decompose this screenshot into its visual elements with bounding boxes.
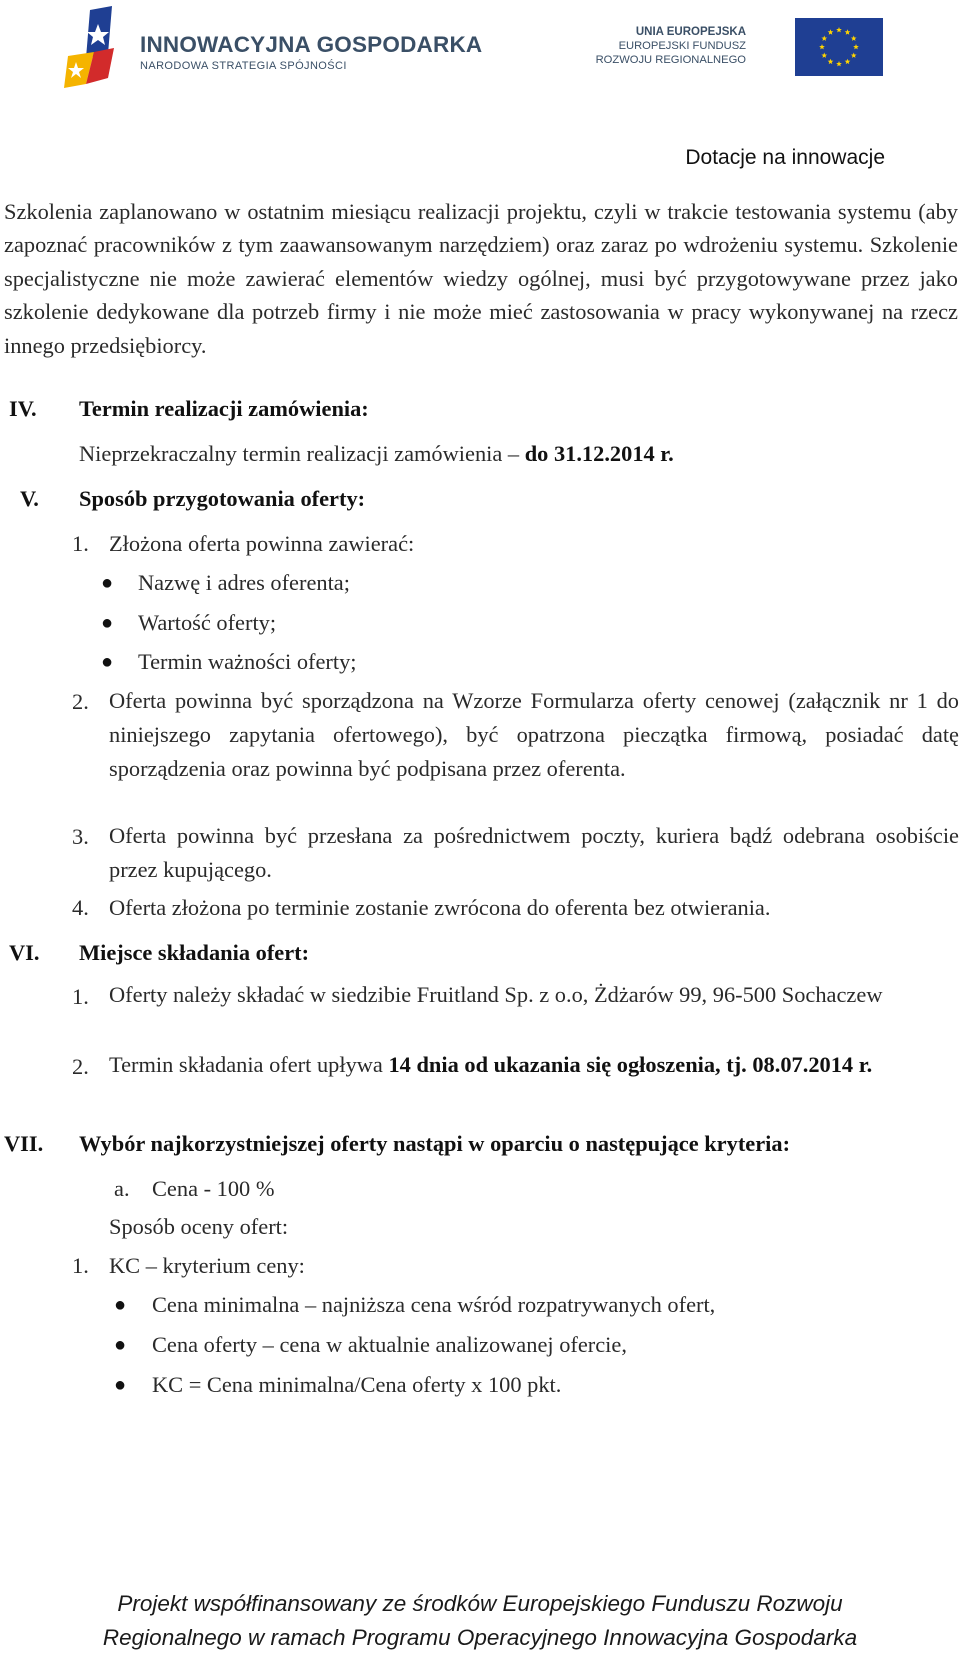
logo-subtitle: NARODOWA STRATEGIA SPÓJNOŚCI: [140, 60, 347, 72]
eu-logo-text: [596, 25, 746, 67]
section-5-item-2: Oferta powinna być sporządzona na Wzorze Formularza oferty cenowej (załącznik nr 1 do niniejszego zapytania ofertowego), być opatrzona pieczątka firmową, posiadać datę sporządzenia oraz powinna być podpisana przez oferenta.: [109, 688, 959, 781]
list-number: 4.: [72, 895, 89, 920]
section-5-number: V.: [20, 486, 39, 511]
section-5-item-4: Oferta złożona po terminie zostanie zwrócona do oferenta bez otwierania.: [109, 895, 771, 920]
list-item: Wartość oferty;: [138, 610, 277, 635]
document-header-title: Dotacje na innowacje: [685, 146, 885, 169]
list-item: Cena minimalna – najniższa cena wśród rozpatrywanych ofert,: [152, 1292, 716, 1317]
bullet-icon: ●: [114, 1294, 127, 1316]
section-5-item-1: Złożona oferta powinna zawierać:: [109, 531, 415, 556]
footer-line-2: Regionalnego w ramach Programu Operacyjnego Innowacyjna Gospodarka: [102, 1625, 858, 1650]
list-number: 3.: [72, 824, 89, 849]
bullet-icon: ●: [114, 1334, 127, 1356]
bullet-icon: ●: [114, 1374, 127, 1396]
section-5-item-3: Oferta powinna być przesłana za pośrednictwem poczty, kuriera bądź odebrana osobiście przez kupującego.: [109, 823, 959, 882]
list-number: 1.: [72, 531, 89, 556]
section-7-number: VII.: [4, 1131, 44, 1156]
submission-deadline-date: 14 dnia od ukazania się ogłoszenia, tj. 08.07.2014 r.: [388, 1052, 873, 1077]
deadline-date: do 31.12.2014 r.: [524, 441, 674, 466]
section-4-number: IV.: [9, 396, 37, 421]
list-number: 2.: [72, 1054, 89, 1079]
eu-flag-icon: [795, 18, 883, 76]
sub-item-label: a.: [114, 1176, 130, 1201]
section-5-title: Sposób przygotowania oferty:: [79, 486, 366, 511]
footer-line-1: Projekt współfinansowany ze środków Europejskiego Funduszu Rozwoju: [117, 1591, 843, 1616]
list-item: KC = Cena minimalna/Cena oferty x 100 pkt.: [152, 1372, 562, 1397]
eu-logo-line2: EUROPEJSKI FUNDUSZ: [618, 40, 746, 52]
section-7-item-1: KC – kryterium ceny:: [109, 1253, 305, 1278]
list-item: Nazwę i adres oferenta;: [138, 570, 350, 595]
eu-logo-line1: UNIA EUROPEJSKA: [635, 26, 746, 38]
intro-paragraph: Szkolenia zaplanowano w ostatnim miesiącu realizacji projektu, czyli w trakcie testowania systemu (aby zapoznać pracowników z tym zaawansowanym narzędziem) oraz zaraz po wdrożeniu systemu. Szkolenie specjalistyczne nie może zawierać elementów wiedzy ogólnej, musi być przygotowywane przez jako szkolenie dedykowane dla potrzeb firmy i nie może mieć zastosowania w pracy wykonywanej na rzecz innego przedsiębiorcy.: [4, 199, 958, 358]
page-footer: [0, 1587, 960, 1655]
section-7-title: Wybór najkorzystniejszej oferty nastąpi w oparciu o następujące kryteria:: [79, 1131, 791, 1156]
list-item: Termin ważności oferty;: [138, 649, 357, 674]
bullet-icon: ●: [101, 612, 114, 634]
list-number: 1.: [72, 984, 89, 1009]
list-item: Cena oferty – cena w aktualnie analizowanej ofercie,: [152, 1332, 627, 1357]
bullet-icon: ●: [101, 572, 114, 594]
eu-logo-line3: ROZWOJU REGIONALNEGO: [595, 54, 746, 66]
evaluation-method: Sposób oceny ofert:: [109, 1214, 289, 1239]
section-6-item-1: Oferty należy składać w siedzibie Fruitland Sp. z o.o, Żdżarów 99, 96-500 Sochaczew: [109, 982, 883, 1007]
bullet-icon: ●: [101, 651, 114, 673]
section-6-item-2: [109, 1048, 959, 1082]
list-number: 1.: [72, 1253, 89, 1278]
section-4-text: [79, 441, 674, 467]
section-6-title: Miejsce składania ofert:: [79, 940, 310, 965]
list-number: 2.: [72, 689, 89, 714]
submission-deadline-text: Termin składania ofert upływa: [109, 1052, 389, 1077]
criterion-price: Cena - 100 %: [152, 1176, 275, 1201]
section-6-number: VI.: [9, 940, 40, 965]
logo-title: INNOWACYJNA GOSPODARKA: [140, 32, 483, 57]
innowacyjna-gospodarka-logo: [64, 4, 134, 88]
section-4-title: Termin realizacji zamówienia:: [79, 396, 369, 421]
deadline-text: Nieprzekraczalny termin realizacji zamówienia –: [79, 441, 525, 466]
logo-emblem-icon: [64, 4, 134, 88]
